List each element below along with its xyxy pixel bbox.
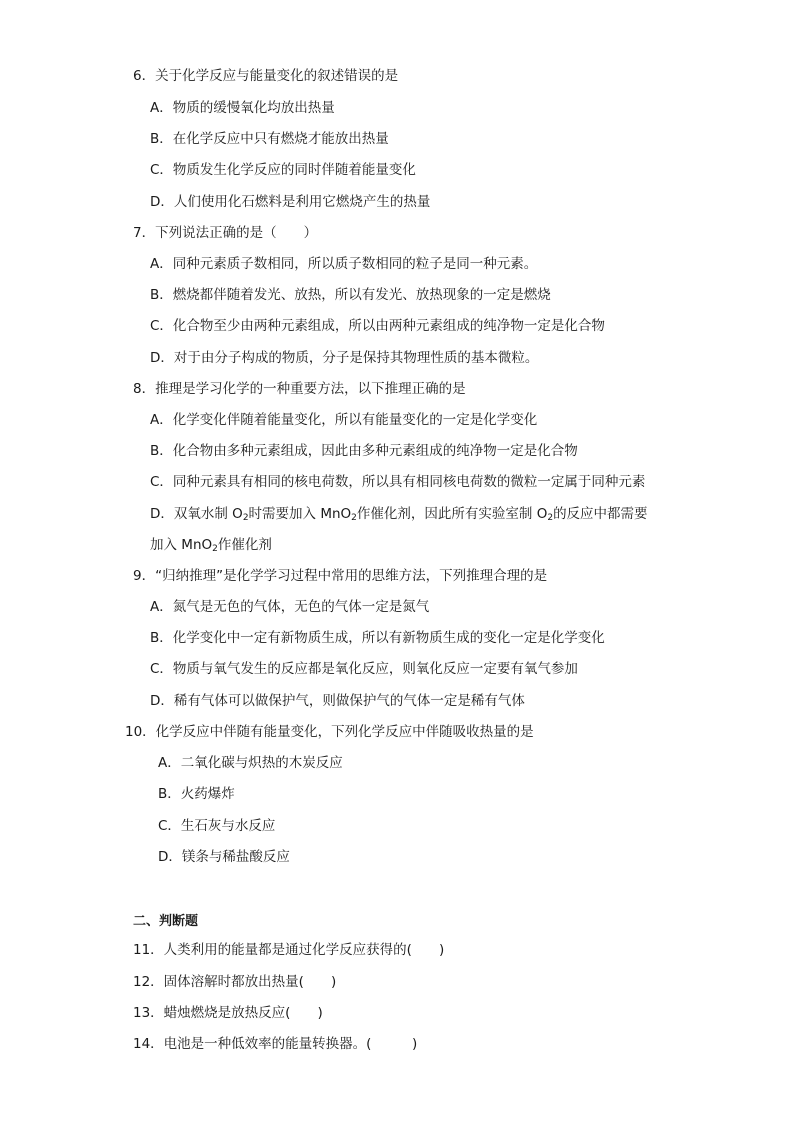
question-6-option-a: A．物质的缓慢氧化均放出热量 (150, 100, 335, 116)
question-10-option-d: D．镁条与稀盐酸反应 (158, 849, 290, 865)
question-10-option-b: B．火药爆炸 (158, 786, 235, 802)
question-10-option-a: A．二氧化碳与炽热的木炭反应 (158, 755, 343, 771)
question-7-option-c: C．化合物至少由两种元素组成，所以由两种元素组成的纯净物一定是化合物 (150, 318, 605, 334)
question-8-option-d: D．双氧水制 $O_2$时需要加入 MnO$_2$作催化剂，因此所有实验室制 $O_2$的反应中都需要 (150, 506, 648, 523)
question-6-option-d: D．人们使用化石燃料是利用它燃烧产生的热量 (150, 194, 431, 210)
question-7-option-a: A．同种元素质子数相同，所以质子数相同的粒子是同一种元素。 (150, 256, 538, 272)
question-10-option-c: C．生石灰与水反应 (158, 818, 276, 834)
question-8-option-c: C．同种元素具有相同的核电荷数，所以具有相同核电荷数的微粒一定属于同种元素 (150, 474, 646, 490)
question-9-option-a: A．氮气是无色的气体，无色的气体一定是氮气 (150, 599, 430, 615)
question-10-stem: 10．化学反应中伴随有能量变化，下列化学反应中伴随吸收热量的是 (125, 724, 534, 740)
question-8-option-a: A．化学变化伴随着能量变化，所以有能量变化的一定是化学变化 (150, 412, 538, 428)
question-8-stem: 8．推理是学习化学的一种重要方法，以下推理正确的是 (133, 381, 466, 397)
question-8-option-b: B．化合物由多种元素组成，因此由多种元素组成的纯净物一定是化合物 (150, 443, 578, 459)
question-8-option-d-continued: 加入 MnO$_2$作催化剂 (150, 537, 272, 554)
question-6-stem: 6．关于化学反应与能量变化的叙述错误的是 (133, 68, 399, 84)
question-7-option-b: B．燃烧都伴随着发光、放热，所以有发光、放热现象的一定是燃烧 (150, 287, 551, 303)
judgement-item-11: 11．人类利用的能量都是通过化学反应获得的( ) (133, 942, 445, 958)
question-7-stem: 7．下列说法正确的是（ ） (133, 225, 318, 241)
question-9-stem: 9．“归纳推理”是化学学习过程中常用的思维方法，下列推理合理的是 (133, 568, 548, 584)
question-6-option-c: C．物质发生化学反应的同时伴随着能量变化 (150, 162, 416, 178)
judgement-item-12: 12．固体溶解时都放出热量( ) (133, 974, 337, 990)
judgement-item-14: 14．电池是一种低效率的能量转换器。( ) (133, 1036, 418, 1052)
question-9-option-b: B．化学变化中一定有新物质生成，所以有新物质生成的变化一定是化学变化 (150, 630, 605, 646)
question-7-option-d: D．对于由分子构成的物质，分子是保持其物理性质的基本微粒。 (150, 350, 539, 366)
question-9-option-c: C．物质与氧气发生的反应都是氧化反应，则氧化反应一定要有氧气参加 (150, 661, 578, 677)
question-6-option-b: B．在化学反应中只有燃烧才能放出热量 (150, 131, 389, 147)
question-9-option-d: D．稀有气体可以做保护气，则做保护气的气体一定是稀有气体 (150, 693, 525, 709)
section-title-judgement: 二、判断题 (133, 914, 199, 929)
judgement-item-13: 13．蜡烛燃烧是放热反应( ) (133, 1005, 323, 1021)
